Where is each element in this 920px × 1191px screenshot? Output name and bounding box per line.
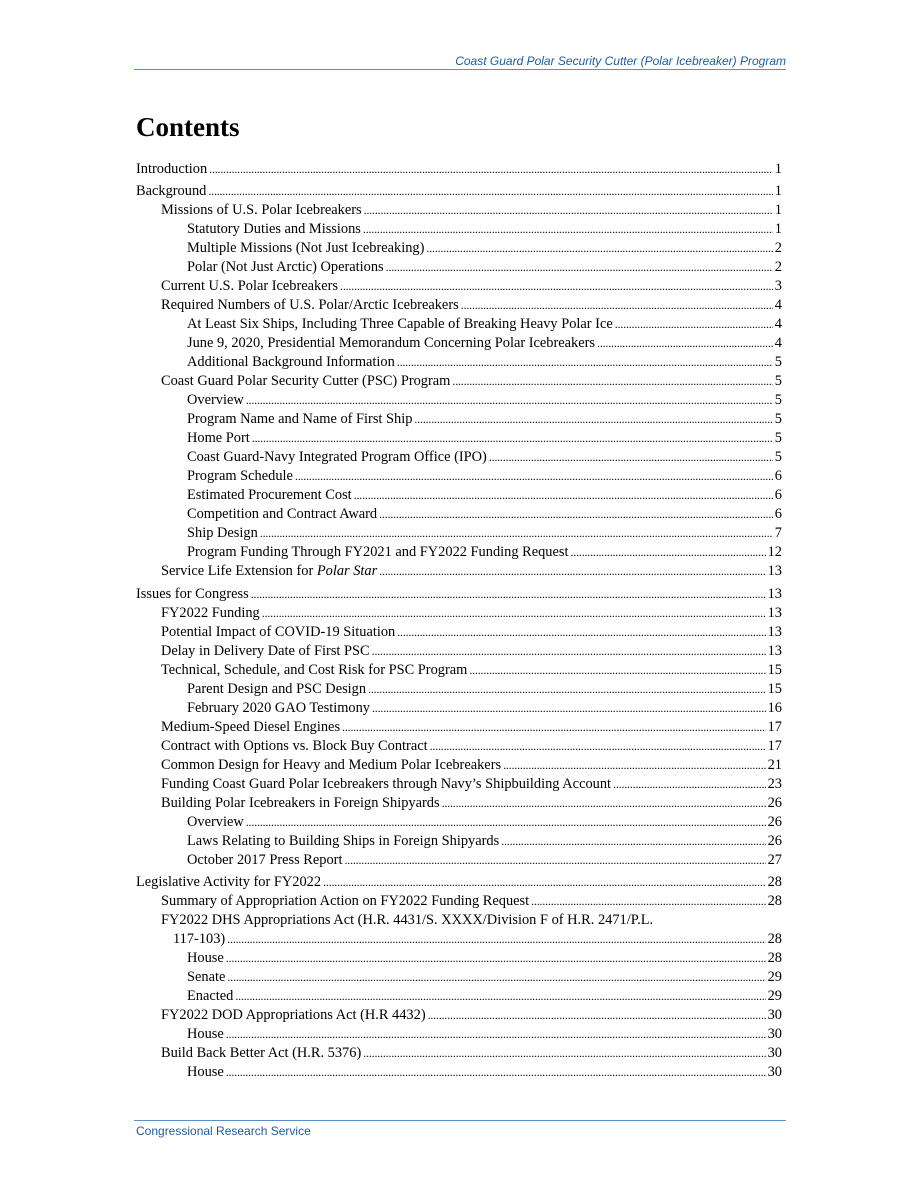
- toc-page-number: 5: [774, 392, 782, 409]
- toc-entry-label: [187, 315, 613, 334]
- toc-entry-text: Estimated Procurement Cost: [187, 487, 352, 504]
- toc-entry[interactable]: [136, 911, 782, 949]
- toc-entry-text: Program Schedule: [187, 468, 293, 485]
- toc-page-number: 6: [774, 487, 782, 504]
- toc-page-number: 21: [767, 756, 782, 773]
- toc-page-number: 29: [767, 988, 782, 1005]
- toc-entry[interactable]: [136, 968, 782, 987]
- toc-entry-text: Funding Coast Guard Polar Icebreakers through Navy’s Shipbuilding Account: [161, 775, 612, 792]
- toc-dot-leader: [428, 1006, 766, 1025]
- header-rule: [134, 69, 786, 70]
- toc-dot-leader: [372, 642, 766, 661]
- toc-entry[interactable]: [136, 391, 782, 410]
- toc-page-number: 28: [767, 950, 782, 967]
- toc-page-number: 13: [767, 563, 782, 580]
- page-title: Contents: [136, 112, 240, 142]
- toc-page-number: 12: [767, 544, 782, 561]
- toc-entry-label: [136, 873, 321, 892]
- toc-entry[interactable]: [136, 892, 782, 911]
- toc-entry[interactable]: [136, 661, 782, 680]
- footer-source: Congressional Research Service: [136, 1124, 311, 1138]
- toc-entry-text: Technical, Schedule, and Cost Risk for PSC Program: [161, 661, 468, 678]
- toc-entry-label: FY2022 DHS Appropriations Act (H.R. 4431/S. XXXX/Division F of H.R. 2471/P.L.: [161, 912, 654, 929]
- toc-entry[interactable]: [136, 699, 782, 718]
- toc-entry[interactable]: [136, 1025, 782, 1044]
- toc-dot-leader: [262, 604, 766, 623]
- toc-entry-label: [161, 604, 260, 623]
- toc-dot-leader: [246, 391, 773, 410]
- toc-entry-text: Senate: [187, 969, 226, 986]
- toc-entry-text: Common Design for Heavy and Medium Polar Icebreakers: [161, 756, 502, 773]
- toc-dot-leader: [227, 930, 765, 949]
- toc-entry[interactable]: [136, 160, 782, 179]
- toc-entry-text: Contract with Options vs. Block Buy Contract: [161, 737, 428, 754]
- toc-entry-label: [187, 410, 412, 429]
- toc-entry-label: [187, 258, 384, 277]
- toc-page-number: 7: [774, 525, 782, 542]
- toc-entry[interactable]: [136, 680, 782, 699]
- toc-entry-text: House: [187, 1026, 224, 1043]
- toc-entry-text: Polar (Not Just Arctic) Operations: [187, 259, 384, 276]
- toc-dot-leader: [397, 353, 773, 372]
- toc-page-number: 4: [774, 335, 782, 352]
- toc-entry-label: [187, 680, 366, 699]
- toc-entry-label: [161, 277, 338, 296]
- toc-entry-label: [161, 775, 611, 794]
- toc-entry-text: FY2022 Funding: [161, 604, 260, 621]
- toc-page-number: 13: [767, 642, 782, 659]
- toc-dot-leader: [503, 756, 766, 775]
- toc-entry-text: Overview: [187, 392, 244, 409]
- toc-page-number: 28: [767, 931, 782, 948]
- toc-dot-leader: [295, 467, 773, 486]
- toc-entry[interactable]: [136, 353, 782, 372]
- toc-page-number: 5: [774, 430, 782, 447]
- toc-entry[interactable]: [136, 220, 782, 239]
- toc-dot-leader: [340, 277, 773, 296]
- toc-dot-leader: [531, 892, 765, 911]
- toc-dot-leader: [489, 448, 773, 467]
- toc-entry-text: Coast Guard-Navy Integrated Program Office (IPO): [187, 449, 487, 466]
- toc-dot-leader: [252, 429, 773, 448]
- toc-entry-label: [136, 182, 206, 201]
- toc-dot-leader: [442, 794, 766, 813]
- toc-entry[interactable]: [136, 467, 782, 486]
- table-of-contents: [136, 160, 782, 1082]
- toc-dot-leader: [414, 410, 772, 429]
- toc-page-number: 29: [767, 969, 782, 986]
- toc-entry[interactable]: [136, 543, 782, 562]
- toc-entry-text: Laws Relating to Building Ships in Foreign Shipyards: [187, 832, 500, 849]
- toc-entry-text: June 9, 2020, Presidential Memorandum Concerning Polar Icebreakers: [187, 335, 596, 352]
- toc-entry-label: [187, 467, 293, 486]
- toc-page-number: 1: [774, 221, 782, 238]
- toc-entry-label: [187, 851, 342, 870]
- toc-entry-text: Missions of U.S. Polar Icebreakers: [161, 202, 362, 219]
- toc-entry-continuation: [161, 930, 782, 949]
- toc-dot-leader: [226, 1025, 766, 1044]
- toc-entry-label: [161, 718, 340, 737]
- toc-dot-leader: [260, 524, 773, 543]
- toc-dot-leader: [235, 987, 765, 1006]
- toc-entry-label: [161, 562, 377, 581]
- toc-page-number: 5: [774, 354, 782, 371]
- toc-entry-label: [187, 813, 244, 832]
- toc-page-number: 2: [774, 259, 782, 276]
- toc-page-number: 1: [774, 202, 782, 219]
- toc-dot-leader: [363, 220, 773, 239]
- toc-dot-leader: [226, 1063, 766, 1082]
- toc-entry-text: At Least Six Ships, Including Three Capable of Breaking Heavy Polar Ice: [187, 316, 613, 333]
- toc-dot-leader: [251, 585, 766, 604]
- toc-page-number: 30: [767, 1026, 782, 1043]
- toc-dot-leader: [364, 201, 773, 220]
- toc-entry-text: Potential Impact of COVID-19 Situation: [161, 623, 396, 640]
- toc-entry[interactable]: [136, 448, 782, 467]
- toc-entry-label: [161, 623, 395, 642]
- toc-entry[interactable]: [136, 813, 782, 832]
- toc-dot-leader: [209, 160, 773, 179]
- toc-entry-text: Enacted: [187, 988, 234, 1005]
- toc-page-number: 26: [767, 794, 782, 811]
- toc-page-number: 5: [774, 449, 782, 466]
- toc-dot-leader: [452, 372, 772, 391]
- toc-entry-label: [161, 296, 459, 315]
- toc-entry[interactable]: [136, 585, 782, 604]
- toc-entry-text: Program Name and Name of First Ship: [187, 411, 413, 428]
- toc-entry-text: Build Back Better Act (H.R. 5376): [161, 1045, 362, 1062]
- toc-dot-leader: [461, 296, 773, 315]
- toc-entry[interactable]: [136, 756, 782, 775]
- toc-entry[interactable]: [136, 851, 782, 870]
- toc-entry-text: Statutory Duties and Missions: [187, 221, 361, 238]
- toc-page-number: 17: [767, 718, 782, 735]
- toc-dot-leader: [208, 182, 772, 201]
- toc-page-number: 27: [767, 851, 782, 868]
- toc-dot-leader: [323, 873, 766, 892]
- toc-dot-leader: [227, 968, 765, 987]
- toc-entry-label: [187, 1025, 224, 1044]
- toc-entry-label: [136, 160, 207, 179]
- toc-entry-text: Ship Design: [187, 525, 258, 542]
- toc-entry[interactable]: [136, 642, 782, 661]
- toc-entry-label: [187, 353, 395, 372]
- toc-entry-label: [161, 892, 529, 911]
- toc-entry-text: Delay in Delivery Date of First PSC: [161, 642, 370, 659]
- toc-entry-label: [161, 201, 362, 220]
- toc-dot-leader: [469, 661, 765, 680]
- toc-entry-label: [187, 949, 224, 968]
- toc-entry-text: Summary of Appropriation Action on FY2022 Funding Request: [161, 893, 530, 910]
- toc-dot-leader: [379, 505, 773, 524]
- toc-page-number: 30: [767, 1045, 782, 1062]
- toc-entry-label: [187, 220, 361, 239]
- toc-entry[interactable]: [136, 372, 782, 391]
- toc-dot-leader: [571, 543, 766, 562]
- toc-entry-label: [161, 642, 370, 661]
- toc-entry-text: Medium-Speed Diesel Engines: [161, 718, 341, 735]
- toc-dot-leader: [397, 623, 765, 642]
- toc-page-number: 5: [774, 373, 782, 390]
- toc-entry[interactable]: [136, 429, 782, 448]
- toc-dot-leader: [430, 737, 766, 756]
- toc-entry-text: Issues for Congress: [136, 585, 249, 602]
- toc-page-number: 2: [774, 240, 782, 257]
- toc-entry-text: Overview: [187, 813, 244, 830]
- toc-entry-label: [187, 987, 233, 1006]
- toc-page-number: 17: [767, 737, 782, 754]
- toc-entry-label: [161, 1006, 426, 1025]
- toc-entry[interactable]: [136, 832, 782, 851]
- toc-entry-label: [187, 239, 424, 258]
- toc-dot-leader: [597, 334, 773, 353]
- toc-entry-label: [187, 1063, 224, 1082]
- toc-entry-text: Background: [136, 183, 207, 200]
- toc-dot-leader: [426, 239, 772, 258]
- toc-entry[interactable]: [136, 604, 782, 623]
- toc-entry[interactable]: [136, 201, 782, 220]
- toc-entry[interactable]: [136, 410, 782, 429]
- toc-page-number: 13: [767, 585, 782, 602]
- toc-entry-label: [187, 524, 258, 543]
- toc-entry-text: Program Funding Through FY2021 and FY2022 Funding Request: [187, 544, 569, 561]
- toc-entry[interactable]: [136, 1044, 782, 1063]
- toc-entry-label: [187, 391, 244, 410]
- toc-entry[interactable]: [136, 794, 782, 813]
- toc-entry-label: [161, 756, 501, 775]
- running-header: Coast Guard Polar Security Cutter (Polar Icebreaker) Program: [455, 54, 786, 68]
- toc-entry[interactable]: [136, 873, 782, 892]
- toc-entry[interactable]: [136, 623, 782, 642]
- toc-entry[interactable]: [136, 334, 782, 353]
- toc-entry-label: [187, 543, 569, 562]
- toc-dot-leader: [379, 562, 765, 581]
- toc-dot-leader: [342, 718, 766, 737]
- toc-entry-text: Required Numbers of U.S. Polar/Arctic Icebreakers: [161, 297, 459, 314]
- toc-entry-text: Home Port: [187, 430, 250, 447]
- toc-dot-leader: [613, 775, 766, 794]
- toc-page-number: 16: [767, 699, 782, 716]
- toc-entry-label: [187, 448, 487, 467]
- toc-entry[interactable]: [136, 737, 782, 756]
- toc-entry[interactable]: [136, 524, 782, 543]
- toc-entry-label: [161, 737, 428, 756]
- footer-rule: [134, 1120, 786, 1121]
- toc-dot-leader: [615, 315, 773, 334]
- toc-entry[interactable]: [136, 562, 782, 581]
- toc-page-number: 5: [774, 411, 782, 428]
- toc-entry[interactable]: [136, 315, 782, 334]
- toc-page-number: 26: [767, 832, 782, 849]
- toc-page-number: 6: [774, 468, 782, 485]
- toc-entry[interactable]: [136, 505, 782, 524]
- toc-page-number: 30: [767, 1064, 782, 1081]
- toc-entry-label-cont: 117-103): [173, 931, 226, 948]
- toc-entry-italic-text: Polar Star: [316, 563, 378, 580]
- toc-entry-text: Introduction: [136, 161, 208, 177]
- toc-entry[interactable]: [136, 258, 782, 277]
- toc-page-number: 1: [774, 183, 782, 200]
- toc-entry[interactable]: [136, 296, 782, 315]
- toc-page-number: 15: [767, 661, 782, 678]
- toc-entry-label: [136, 585, 249, 604]
- toc-entry-label: [161, 661, 467, 680]
- toc-page-number: 1: [774, 161, 782, 177]
- toc-entry-text: Competition and Contract Award: [187, 506, 378, 523]
- toc-entry[interactable]: [136, 775, 782, 794]
- toc-entry[interactable]: [136, 718, 782, 737]
- toc-dot-leader: [226, 949, 766, 968]
- toc-entry-label: [187, 968, 225, 987]
- toc-entry-text: Multiple Missions (Not Just Icebreaking): [187, 240, 425, 257]
- toc-page-number: 28: [767, 893, 782, 910]
- toc-entry-text: FY2022 DOD Appropriations Act (H.R 4432): [161, 1007, 426, 1024]
- toc-dot-leader: [246, 813, 766, 832]
- toc-page-number: 26: [767, 813, 782, 830]
- toc-entry-label: [187, 832, 499, 851]
- toc-entry-label: [187, 505, 377, 524]
- toc-entry[interactable]: [136, 949, 782, 968]
- toc-entry[interactable]: [136, 987, 782, 1006]
- toc-entry[interactable]: [136, 277, 782, 296]
- toc-dot-leader: [501, 832, 765, 851]
- toc-page-number: 15: [767, 680, 782, 697]
- toc-entry-text: February 2020 GAO Testimony: [187, 699, 370, 716]
- toc-dot-leader: [368, 680, 766, 699]
- toc-dot-leader: [344, 851, 765, 870]
- toc-entry-label: [161, 794, 440, 813]
- toc-entry-label: [161, 372, 450, 391]
- toc-entry[interactable]: [136, 1006, 782, 1025]
- toc-entry-label: [187, 486, 352, 505]
- toc-dot-leader: [386, 258, 773, 277]
- toc-entry[interactable]: [136, 182, 782, 201]
- toc-page-number: 30: [767, 1007, 782, 1024]
- toc-entry-text: October 2017 Press Report: [187, 851, 343, 868]
- toc-entry-text: Service Life Extension for: [161, 563, 317, 580]
- toc-entry-text: Current U.S. Polar Icebreakers: [161, 278, 339, 295]
- toc-entry[interactable]: [136, 1063, 782, 1082]
- toc-entry[interactable]: [136, 239, 782, 258]
- toc-entry-label: [187, 334, 595, 353]
- toc-entry-text: House: [187, 1064, 224, 1081]
- toc-page-number: 6: [774, 506, 782, 523]
- toc-entry-text: Additional Background Information: [187, 354, 395, 371]
- toc-entry-text: Building Polar Icebreakers in Foreign Shipyards: [161, 794, 440, 811]
- toc-entry-label: [161, 1044, 361, 1063]
- toc-page-number: 3: [774, 278, 782, 295]
- toc-entry[interactable]: [136, 486, 782, 505]
- toc-page-number: 13: [767, 623, 782, 640]
- toc-page-number: 13: [767, 604, 782, 621]
- toc-entry-label: [187, 429, 250, 448]
- toc-page-number: 4: [774, 316, 782, 333]
- toc-page-number: 28: [767, 874, 782, 891]
- toc-page-number: 4: [774, 297, 782, 314]
- toc-entry-text: Legislative Activity for FY2022: [136, 874, 322, 891]
- toc-entry-text: Parent Design and PSC Design: [187, 680, 367, 697]
- toc-entry-label: [187, 699, 370, 718]
- toc-dot-leader: [372, 699, 766, 718]
- toc-dot-leader: [363, 1044, 765, 1063]
- toc-entry-text: Coast Guard Polar Security Cutter (PSC) Program: [161, 373, 451, 390]
- toc-dot-leader: [354, 486, 773, 505]
- toc-page-number: 23: [767, 775, 782, 792]
- toc-entry-text: House: [187, 950, 224, 967]
